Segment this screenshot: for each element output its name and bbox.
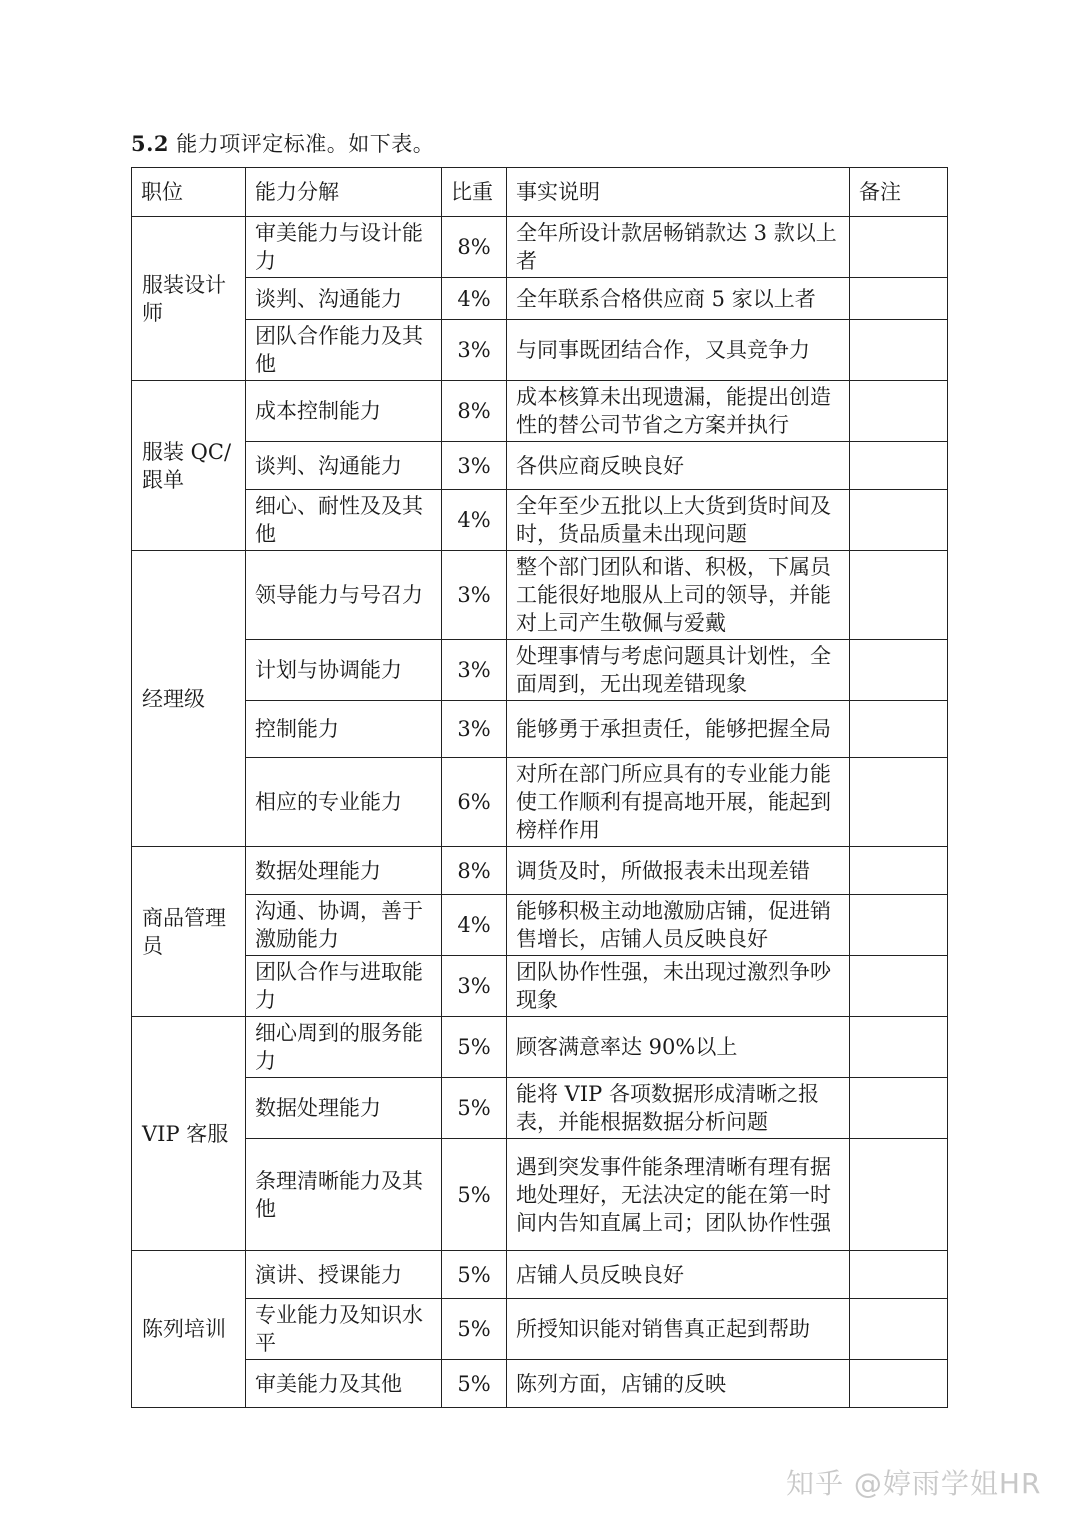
weight-cell: 3%: [442, 701, 507, 758]
ability-cell: 控制能力: [246, 701, 442, 758]
note-cell: [850, 895, 948, 956]
table-row: [132, 320, 948, 381]
ability-cell: 条理清晰能力及其他: [246, 1139, 442, 1251]
section-title: 能力项评定标准。如下表。: [169, 132, 435, 156]
table-row: [132, 278, 948, 320]
note-cell: [850, 1299, 948, 1360]
fact-cell: 与同事既团结合作，又具竞争力: [507, 320, 850, 381]
table-header-row: [132, 168, 948, 217]
ability-cell: 细心、耐性及及其他: [246, 490, 442, 551]
table-row: [132, 1360, 948, 1408]
ability-criteria-table: [131, 167, 948, 1408]
header-position: 职位: [132, 168, 246, 217]
weight-cell: 3%: [442, 320, 507, 381]
weight-cell: 4%: [442, 278, 507, 320]
table-row: [132, 551, 948, 640]
fact-cell: 遇到突发事件能条理清晰有理有据地处理好，无法决定的能在第一时间内告知直属上司；团队协作性强: [507, 1139, 850, 1251]
ability-cell: 沟通、协调，善于激励能力: [246, 895, 442, 956]
weight-cell: 5%: [442, 1251, 507, 1299]
ability-cell: 谈判、沟通能力: [246, 278, 442, 320]
note-cell: [850, 847, 948, 895]
fact-cell: 能将 VIP 各项数据形成清晰之报表，并能根据数据分析问题: [507, 1078, 850, 1139]
table-row: [132, 442, 948, 490]
ability-cell: 审美能力与设计能力: [246, 217, 442, 278]
weight-cell: 3%: [442, 442, 507, 490]
weight-cell: 5%: [442, 1360, 507, 1408]
fact-cell: 店铺人员反映良好: [507, 1251, 850, 1299]
position-cell: 商品管理员: [132, 847, 246, 1017]
weight-cell: 3%: [442, 956, 507, 1017]
header-note: 备注: [850, 168, 948, 217]
note-cell: [850, 551, 948, 640]
table-row: [132, 1139, 948, 1251]
position-cell: 经理级: [132, 551, 246, 847]
ability-cell: 团队合作能力及其他: [246, 320, 442, 381]
note-cell: [850, 320, 948, 381]
weight-cell: 5%: [442, 1299, 507, 1360]
note-cell: [850, 1360, 948, 1408]
ability-cell: 数据处理能力: [246, 847, 442, 895]
note-cell: [850, 1251, 948, 1299]
weight-cell: 4%: [442, 895, 507, 956]
weight-cell: 5%: [442, 1078, 507, 1139]
fact-cell: 顾客满意率达 90%以上: [507, 1017, 850, 1078]
header-fact: 事实说明: [507, 168, 850, 217]
fact-cell: 能够积极主动地激励店铺，促进销售增长，店铺人员反映良好: [507, 895, 850, 956]
table-row: [132, 640, 948, 701]
section-heading: [131, 128, 434, 158]
ability-cell: 谈判、沟通能力: [246, 442, 442, 490]
fact-cell: 能够勇于承担责任，能够把握全局: [507, 701, 850, 758]
ability-cell: 数据处理能力: [246, 1078, 442, 1139]
ability-cell: 专业能力及知识水平: [246, 1299, 442, 1360]
watermark: 知乎 @婷雨学姐HR: [786, 1467, 1042, 1500]
note-cell: [850, 1139, 948, 1251]
weight-cell: 4%: [442, 490, 507, 551]
fact-cell: 整个部门团队和谐、积极，下属员工能很好地服从上司的领导，并能对上司产生敬佩与爱戴: [507, 551, 850, 640]
table-row: [132, 895, 948, 956]
note-cell: [850, 442, 948, 490]
ability-cell: 演讲、授课能力: [246, 1251, 442, 1299]
weight-cell: 8%: [442, 847, 507, 895]
position-cell: VIP 客服: [132, 1017, 246, 1251]
note-cell: [850, 490, 948, 551]
ability-cell: 团队合作与进取能力: [246, 956, 442, 1017]
weight-cell: 5%: [442, 1139, 507, 1251]
note-cell: [850, 640, 948, 701]
fact-cell: 调货及时，所做报表未出现差错: [507, 847, 850, 895]
position-cell: 陈列培训: [132, 1251, 246, 1408]
note-cell: [850, 758, 948, 847]
fact-cell: 全年联系合格供应商 5 家以上者: [507, 278, 850, 320]
weight-cell: 8%: [442, 217, 507, 278]
position-cell: 服装设计师: [132, 217, 246, 381]
ability-cell: 细心周到的服务能力: [246, 1017, 442, 1078]
note-cell: [850, 1078, 948, 1139]
fact-cell: 所授知识能对销售真正起到帮助: [507, 1299, 850, 1360]
note-cell: [850, 381, 948, 442]
fact-cell: 对所在部门所应具有的专业能力能使工作顺利有提高地开展，能起到榜样作用: [507, 758, 850, 847]
fact-cell: 处理事情与考虑问题具计划性，全面周到，无出现差错现象: [507, 640, 850, 701]
note-cell: [850, 956, 948, 1017]
table-row: [132, 381, 948, 442]
ability-cell: 成本控制能力: [246, 381, 442, 442]
note-cell: [850, 1017, 948, 1078]
table-row: [132, 701, 948, 758]
ability-cell: 领导能力与号召力: [246, 551, 442, 640]
fact-cell: 成本核算未出现遗漏，能提出创造性的替公司节省之方案并执行: [507, 381, 850, 442]
weight-cell: 8%: [442, 381, 507, 442]
table-row: [132, 1251, 948, 1299]
header-ability: 能力分解: [246, 168, 442, 217]
weight-cell: 5%: [442, 1017, 507, 1078]
ability-cell: 计划与协调能力: [246, 640, 442, 701]
table-row: [132, 847, 948, 895]
note-cell: [850, 217, 948, 278]
fact-cell: 陈列方面，店铺的反映: [507, 1360, 850, 1408]
table-row: [132, 490, 948, 551]
fact-cell: 团队协作性强，未出现过激烈争吵现象: [507, 956, 850, 1017]
table-row: [132, 1017, 948, 1078]
note-cell: [850, 278, 948, 320]
weight-cell: 6%: [442, 758, 507, 847]
section-number: 5.2: [131, 131, 170, 156]
fact-cell: 全年至少五批以上大货到货时间及时，货品质量未出现问题: [507, 490, 850, 551]
table-row: [132, 217, 948, 278]
fact-cell: 各供应商反映良好: [507, 442, 850, 490]
weight-cell: 3%: [442, 551, 507, 640]
ability-cell: 审美能力及其他: [246, 1360, 442, 1408]
note-cell: [850, 701, 948, 758]
table-row: [132, 1078, 948, 1139]
table-row: [132, 758, 948, 847]
ability-cell: 相应的专业能力: [246, 758, 442, 847]
table-row: [132, 956, 948, 1017]
table-row: [132, 1299, 948, 1360]
fact-cell: 全年所设计款居畅销款达 3 款以上者: [507, 217, 850, 278]
header-weight: 比重: [442, 168, 507, 217]
weight-cell: 3%: [442, 640, 507, 701]
position-cell: 服装 QC/跟单: [132, 381, 246, 551]
